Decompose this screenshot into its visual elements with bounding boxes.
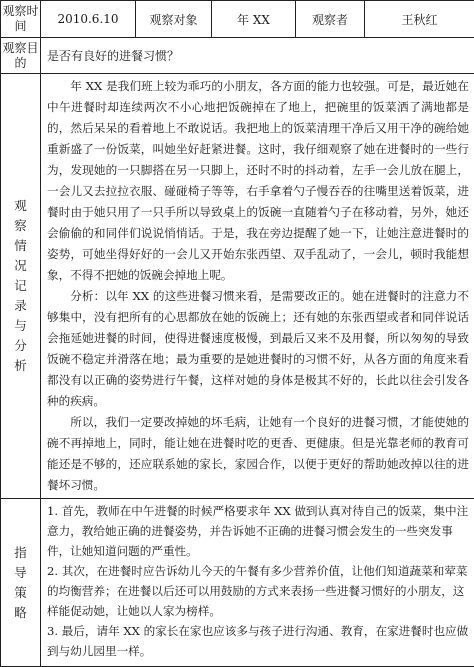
strategy-label <box>1 499 41 667</box>
conclusion-paragraph: 所以，我们一定要改掉她的坏毛病，让她有一个良好的进餐习惯，才能使她的碗不再掉地上，同时，能让她在进餐时吃的更香、更健康。但是光靠老师的教育可能还是不够的，还应联系她的家长，家园合作，以便于更好的帮助她改掉以往的进餐坏习惯。 <box>47 412 469 496</box>
vertical-label-char: 察 <box>1 216 40 236</box>
vertical-label-char: 与 <box>1 316 40 336</box>
vertical-label-char: 情 <box>1 236 40 256</box>
vertical-label-char: 记 <box>1 276 40 296</box>
vertical-label-char: 况 <box>1 256 40 276</box>
header-row <box>1 1 474 38</box>
vertical-label-char: 录 <box>1 296 40 316</box>
strategy-body <box>41 499 474 667</box>
purpose-text: 是否有良好的进餐习惯？ <box>41 38 474 74</box>
strategy-item: 2. 其次，在进餐时应告诉幼儿今天的午餐有多少营养价值，让他们知道蔬菜和荤菜的均衡营养；在进餐以后还可以用鼓励的方式来表扬一些进餐习惯好的小朋友，这样能促动她，让她以人家为榜样。 <box>47 561 469 621</box>
record-body <box>41 74 474 499</box>
subject-label: 观察对象 <box>136 1 212 38</box>
vertical-label-char: 略 <box>1 603 40 623</box>
observation-date: 2010.6.10 <box>41 1 136 38</box>
strategy-row <box>1 499 474 667</box>
record-row <box>1 74 474 499</box>
vertical-label-char: 分 <box>1 336 40 356</box>
strategy-item: 1. 首先，教师在中午进餐的时候严格要求年 XX 做到认真对待自己的饭菜，集中注意力，教给她正确的进餐姿势，并告诉她不正确的进餐习惯会发生的一些突发事件，让她知道问题的严重性。 <box>47 501 469 561</box>
record-paragraph: 年 XX 是我们班上较为乖巧的小朋友，各方面的能力也较强。可是，最近她在中午进餐时却连续两次不小心地把饭碗掉在了地上，把碗里的饭菜洒了满地都是的，然后呆呆的看着地上不敢说话。我把地上的饭菜清理干净后又用干净的碗给她重新盛了一份饭菜，叫她坐好赶紧进餐。这时，我仔细观察了她在进餐时的一些行为，发现她的一只脚搭在另一只脚上，还时不时的抖动着，左手一会儿放在腿上，一会儿又去拉拉衣服、碰碰椅子等等，右手拿着勺子慢吞吞的往嘴里送着饭菜，进餐时由于她只用了一只手所以导致桌上的饭碗一直随着勺子在移动着，另外，她还会偷偷的和同伴们说说悄悄话。于是，我在旁边提醒了她一下，让她注意进餐时的姿势，可她坐得好好的一会儿又开始东张西望、双手乱动了，一会儿，顿时我能想象，不得不把她的饭碗会掉地上呢。 <box>47 76 469 286</box>
purpose-label: 观察目的 <box>1 38 41 74</box>
record-label-chars <box>1 196 40 376</box>
analysis-paragraph: 分析：以年 XX 的这些进餐习惯来看，是需要改正的。她在进餐时的注意力不够集中，没有把所有的心思都放在她的饭碗上；还有她的东张西望或者和同伴说话会拖延她进餐的时间，使得进餐速度极慢，到最后又来不及用餐，所以匆匆的导致饭碗不稳定并滑落在地；最为重要的是她进餐时的习惯不好，从各方面的角度来看都没有以正确的姿势进行午餐，这样对她的身体是极其不好的，长此以往会引发各种的疾病。 <box>47 286 469 412</box>
vertical-label-char: 策 <box>1 583 40 603</box>
strategy-label-chars <box>1 543 40 623</box>
vertical-label-char: 观 <box>1 196 40 216</box>
time-label: 观察时间 <box>1 1 41 38</box>
strategy-item: 3. 最后，请年 XX 的家长在家也应该多与孩子进行沟通、教育，在家进餐时也应做到与幼儿园里一样。 <box>47 621 469 661</box>
vertical-label-char: 析 <box>1 356 40 376</box>
vertical-label-char: 指 <box>1 543 40 563</box>
purpose-row <box>1 38 474 74</box>
vertical-label-char: 导 <box>1 563 40 583</box>
observer-name: 王秋红 <box>365 1 474 38</box>
observer-label: 观察者 <box>296 1 365 38</box>
record-label <box>1 74 41 499</box>
subject-name: 年 XX <box>212 1 296 38</box>
